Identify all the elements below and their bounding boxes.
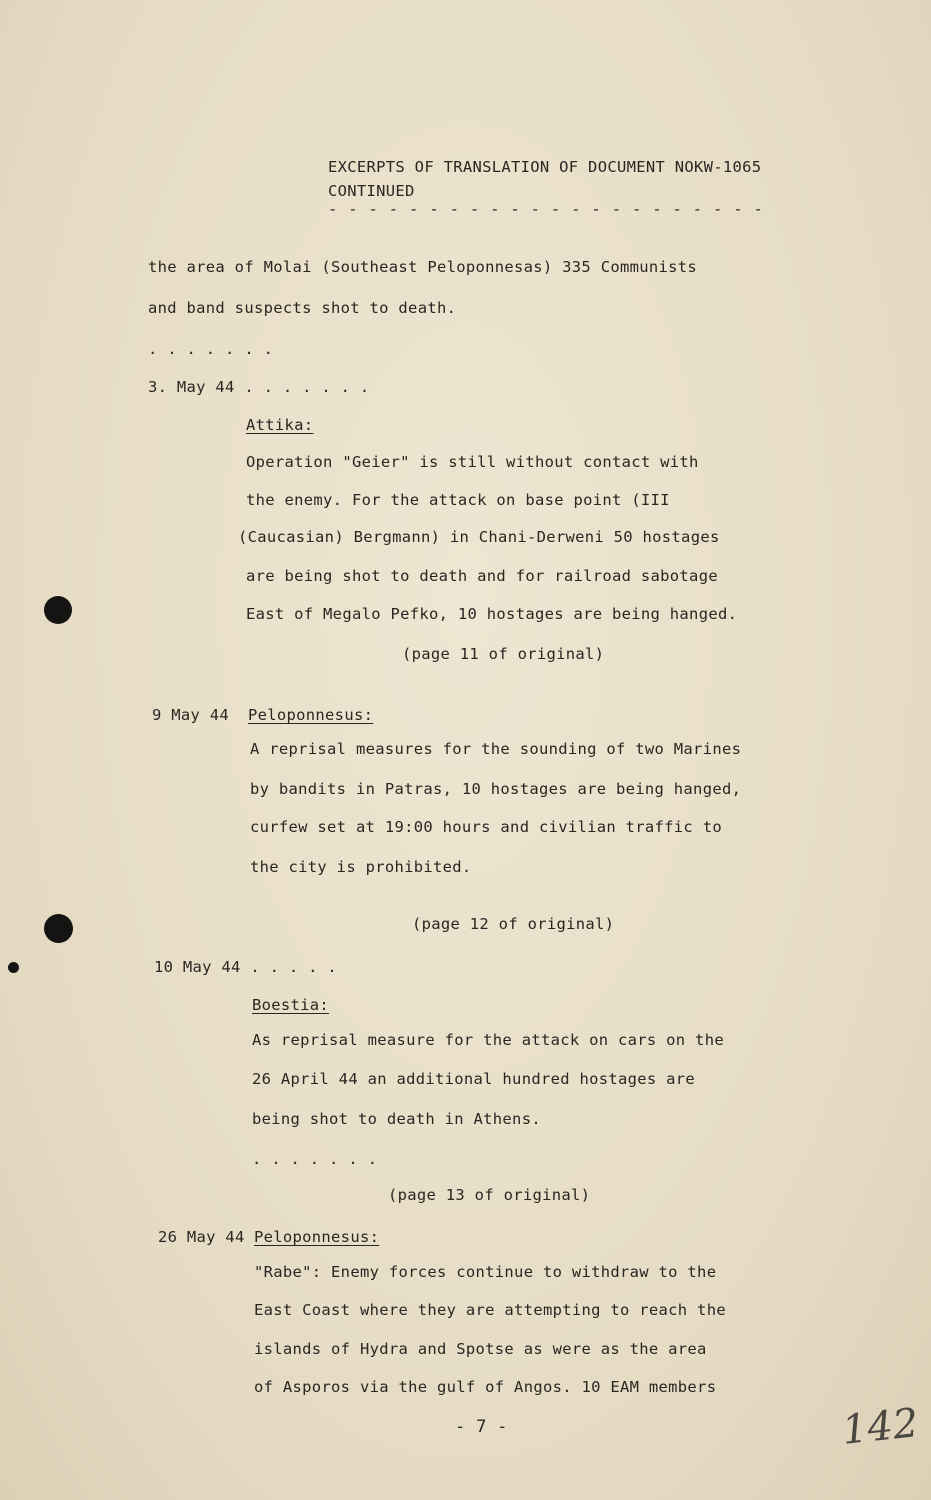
entry-line: being shot to death in Athens. <box>252 1110 541 1128</box>
entry-ellipsis: . . . . . . . <box>252 1150 378 1168</box>
entry-region: Peloponnesus: <box>254 1228 380 1246</box>
entry-line: Operation "Geier" is still without contact with <box>246 453 699 471</box>
entry-region: Attika: <box>246 416 314 434</box>
intro-ellipsis: . . . . . . . <box>148 340 274 358</box>
page-reference: (page 12 of original) <box>412 915 615 933</box>
binder-hole-top <box>44 596 72 624</box>
page-reference: (page 11 of original) <box>402 645 605 663</box>
entry-date: 26 May 44 <box>158 1228 245 1246</box>
entry-line: (Caucasian) Bergmann) in Chani-Derweni 50 hostages <box>238 528 720 546</box>
handwritten-page-number: 142 <box>839 1400 921 1454</box>
entry-line: islands of Hydra and Spotse as were as the area <box>254 1340 707 1358</box>
header-rule: - - - - - - - - - - - - - - - - - - - - - - <box>328 200 764 218</box>
binder-hole-bottom <box>44 914 73 943</box>
header-continued: CONTINUED <box>328 182 415 200</box>
intro-line-1: the area of Molai (Southeast Peloponnesas) 335 Communists <box>148 258 698 276</box>
entry-line: 26 April 44 an additional hundred hostages are <box>252 1070 696 1088</box>
entry-line: the enemy. For the attack on base point (III <box>246 491 670 509</box>
entry-line: East Coast where they are attempting to reach the <box>254 1301 726 1319</box>
entry-line: of Asporos via the gulf of Angos. 10 EAM members <box>254 1378 717 1396</box>
entry-region: Peloponnesus: <box>248 706 374 724</box>
entry-line: East of Megalo Pefko, 10 hostages are being hanged. <box>246 605 738 623</box>
entry-line: "Rabe": Enemy forces continue to withdraw to the <box>254 1263 717 1281</box>
page-number: - 7 - <box>455 1417 508 1437</box>
entry-line: by bandits in Patras, 10 hostages are being hanged, <box>250 780 742 798</box>
entry-line: As reprisal measure for the attack on cars on the <box>252 1031 724 1049</box>
header-title: EXCERPTS OF TRANSLATION OF DOCUMENT NOKW-1065 <box>328 158 762 176</box>
entry-line: A reprisal measures for the sounding of two Marines <box>250 740 742 758</box>
entry-date: 3. May 44 . . . . . . . <box>148 378 370 396</box>
entry-line: curfew set at 19:00 hours and civilian traffic to <box>250 818 722 836</box>
page-reference: (page 13 of original) <box>388 1186 591 1204</box>
entry-line: the city is prohibited. <box>250 858 472 876</box>
binder-hole-small <box>8 962 19 973</box>
intro-line-2: and band suspects shot to death. <box>148 299 457 317</box>
entry-line: are being shot to death and for railroad sabotage <box>246 567 718 585</box>
entry-region: Boestia: <box>252 996 330 1014</box>
entry-date: 10 May 44 . . . . . <box>154 958 338 976</box>
entry-date: 9 May 44 <box>152 706 230 724</box>
